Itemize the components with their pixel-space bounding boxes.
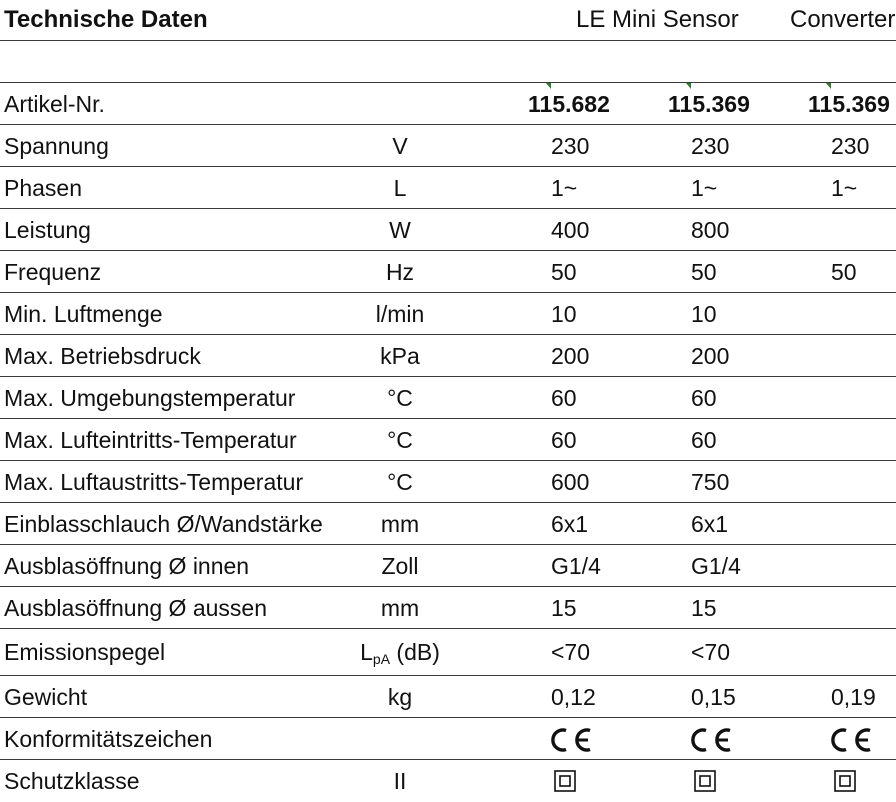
value-col-1: 10: [551, 301, 577, 327]
value-col-1: 6x1: [551, 511, 589, 537]
table-row: [0, 251, 896, 293]
value-col-2: 10: [691, 301, 717, 327]
value-col-2: 60: [691, 427, 717, 453]
value-col-3: 0,19: [831, 684, 876, 710]
value-col-2: 0,15: [691, 684, 736, 710]
table-row-weight: [0, 676, 896, 718]
row-unit: [340, 629, 460, 675]
row-unit: l/min: [375, 301, 425, 327]
table-row: [0, 461, 896, 503]
row-label: Max. Betriebsdruck: [4, 343, 201, 369]
row-label: Ausblasöffnung Ø innen: [4, 553, 250, 579]
article-number-3: 115.369: [808, 91, 890, 117]
table-row: [0, 419, 896, 461]
value-col-2: <70: [691, 639, 731, 665]
row-label: Min. Luftmenge: [4, 301, 163, 327]
unit-subscript: pA: [372, 651, 391, 667]
column-header-converter: Converter: [790, 6, 896, 33]
value-col-1: 50: [551, 259, 577, 285]
value-col-1: 60: [551, 427, 577, 453]
table-row-emission: [0, 629, 896, 675]
row-label: Max. Luftaustritts-Temperatur: [4, 469, 304, 495]
row-unit: mm: [380, 595, 420, 621]
row-unit: mm: [380, 511, 420, 537]
value-col-1: 0,12: [551, 684, 596, 710]
row-label: Konformitätszeichen: [4, 726, 213, 752]
unit-main: L: [360, 639, 373, 665]
protection-class-ii-icon: [554, 770, 576, 797]
row-unit: °C: [387, 427, 413, 453]
value-col-2: 6x1: [691, 511, 729, 537]
value-col-2: 50: [691, 259, 717, 285]
row-unit: W: [389, 217, 411, 243]
row-label: Schutzklasse: [4, 768, 140, 794]
value-col-1: G1/4: [551, 553, 601, 579]
table-row-conformity: [0, 718, 896, 760]
unit-tail: (dB): [390, 639, 440, 665]
value-col-3: 1~: [831, 175, 858, 201]
table-row: [0, 209, 896, 251]
row-unit: kg: [387, 684, 413, 710]
table-header: [0, 0, 896, 40]
table-row: [0, 335, 896, 377]
value-col-2: 60: [691, 385, 717, 411]
protection-class-ii-icon: [694, 770, 716, 797]
value-col-1: 60: [551, 385, 577, 411]
value-col-1: 1~: [551, 175, 578, 201]
value-col-2: G1/4: [691, 553, 741, 579]
row-label: Phasen: [4, 175, 83, 201]
ce-mark-icon: [548, 727, 594, 753]
row-label: Artikel-Nr.: [4, 91, 105, 117]
row-label: Leistung: [4, 217, 91, 243]
table-row: [0, 377, 896, 419]
table-row-protection: [0, 760, 896, 802]
header-divider: [0, 40, 896, 41]
row-label: Frequenz: [4, 259, 102, 285]
table-row: [0, 293, 896, 335]
value-col-1: 400: [551, 217, 590, 243]
table-row: [0, 545, 896, 587]
value-col-3: 230: [831, 133, 870, 159]
table-row: [0, 125, 896, 167]
value-col-2: 800: [691, 217, 730, 243]
value-col-1: 15: [551, 595, 577, 621]
column-header-le-mini-sensor: LE Mini Sensor: [576, 6, 739, 33]
value-col-1: 200: [551, 343, 590, 369]
row-label: Emissionspegel: [4, 639, 166, 665]
value-col-1: <70: [551, 639, 591, 665]
table-row: [0, 503, 896, 545]
row-unit: °C: [387, 385, 413, 411]
row-label: Spannung: [4, 133, 109, 159]
value-col-2: 200: [691, 343, 730, 369]
row-unit: V: [392, 133, 408, 159]
table-row: [0, 167, 896, 209]
table-row: [0, 587, 896, 629]
protection-class-ii-icon: [834, 770, 856, 797]
value-col-2: 750: [691, 469, 730, 495]
row-unit: °C: [387, 469, 413, 495]
row-unit: L: [393, 175, 407, 201]
row-unit: Zoll: [381, 553, 419, 579]
ce-mark-icon: [828, 727, 874, 753]
row-unit: kPa: [380, 343, 420, 369]
article-number-2: 115.369: [668, 91, 750, 117]
row-label: Ausblasöffnung Ø aussen: [4, 595, 267, 621]
value-col-3: 50: [831, 259, 857, 285]
row-label: Einblasschlauch Ø/Wandstärke: [4, 511, 323, 537]
value-col-2: 1~: [691, 175, 718, 201]
table-row-article-number: [0, 83, 896, 125]
ce-mark-icon: [688, 727, 734, 753]
value-col-1: 230: [551, 133, 590, 159]
row-label: Max. Umgebungstemperatur: [4, 385, 296, 411]
value-col-1: 600: [551, 469, 590, 495]
value-col-2: 230: [691, 133, 730, 159]
row-unit: Hz: [385, 259, 415, 285]
value-col-2: 15: [691, 595, 717, 621]
table-title: Technische Daten: [4, 6, 208, 33]
row-label: Gewicht: [4, 684, 88, 710]
row-label: Max. Lufteintritts-Temperatur: [4, 427, 297, 453]
row-unit: II: [393, 768, 407, 794]
article-number-1: 115.682: [528, 91, 610, 117]
